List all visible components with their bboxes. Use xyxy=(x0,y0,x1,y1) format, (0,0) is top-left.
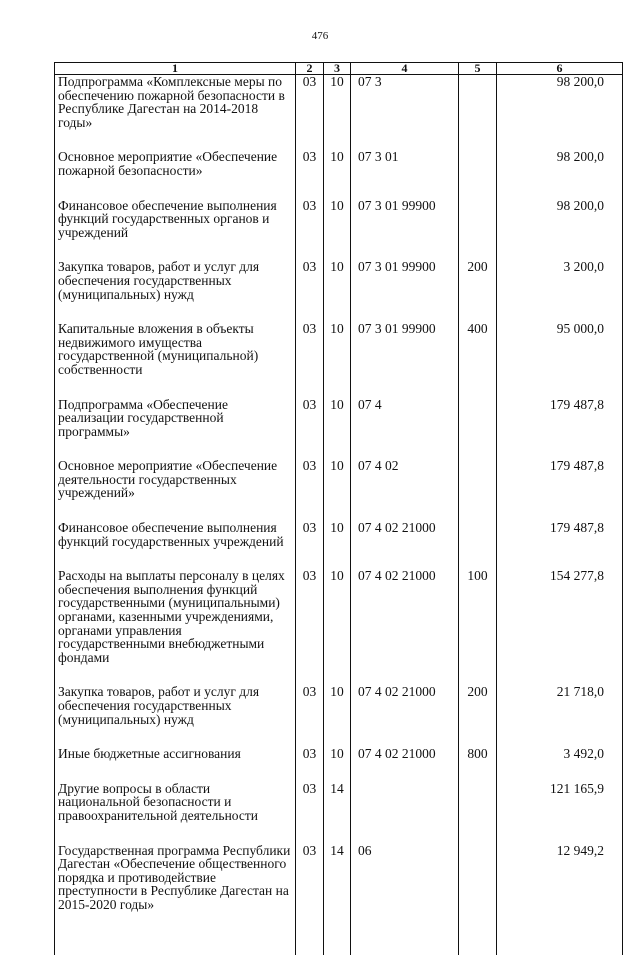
table-row xyxy=(55,521,623,569)
section-code: 03 xyxy=(296,459,324,521)
expense-type-code xyxy=(459,521,497,569)
subsection-code: 10 xyxy=(324,199,351,261)
amount: 121 165,9 xyxy=(497,782,623,844)
budget-table xyxy=(54,62,623,955)
table-row xyxy=(55,260,623,322)
subsection-code: 10 xyxy=(324,150,351,198)
item-name: Основное мероприятие «Обеспечение пожарной безопасности» xyxy=(55,150,296,198)
expense-type-code xyxy=(459,75,497,151)
table-row xyxy=(55,150,623,198)
table-row xyxy=(55,199,623,261)
table-row xyxy=(55,322,623,397)
amount: 179 487,8 xyxy=(497,398,623,460)
item-name: Финансовое обеспечение выполнения функций государственных учреждений xyxy=(55,521,296,569)
col-header-3: 3 xyxy=(324,63,351,75)
amount: 12 949,2 xyxy=(497,844,623,955)
subsection-code: 10 xyxy=(324,322,351,397)
table-row xyxy=(55,75,623,151)
expense-type-code xyxy=(459,150,497,198)
table-row xyxy=(55,569,623,685)
section-code: 03 xyxy=(296,260,324,322)
item-name: Закупка товаров, работ и услуг для обеспечения государственных (муниципальных) нужд xyxy=(55,685,296,747)
subsection-code: 10 xyxy=(324,459,351,521)
amount: 154 277,8 xyxy=(497,569,623,685)
header-row xyxy=(55,63,623,75)
subsection-code: 10 xyxy=(324,747,351,782)
page-number: 476 xyxy=(311,30,329,42)
expense-type-code: 400 xyxy=(459,322,497,397)
table-row xyxy=(55,844,623,955)
section-code: 03 xyxy=(296,521,324,569)
item-name: Финансовое обеспечение выполнения функций государственных органов и учреждений xyxy=(55,199,296,261)
expense-type-code xyxy=(459,844,497,955)
col-header-6: 6 xyxy=(497,63,623,75)
amount: 179 487,8 xyxy=(497,459,623,521)
table-row xyxy=(55,747,623,782)
expense-type-code xyxy=(459,782,497,844)
col-header-2: 2 xyxy=(296,63,324,75)
col-header-5: 5 xyxy=(459,63,497,75)
subsection-code: 10 xyxy=(324,685,351,747)
target-article-code: 07 3 01 99900 xyxy=(351,322,459,397)
col-header-4: 4 xyxy=(351,63,459,75)
amount: 179 487,8 xyxy=(497,521,623,569)
target-article-code: 07 3 01 99900 xyxy=(351,199,459,261)
expense-type-code: 200 xyxy=(459,685,497,747)
table-row xyxy=(55,459,623,521)
target-article-code: 06 xyxy=(351,844,459,955)
amount: 98 200,0 xyxy=(497,75,623,151)
expense-type-code: 800 xyxy=(459,747,497,782)
expense-type-code xyxy=(459,199,497,261)
target-article-code: 07 4 02 xyxy=(351,459,459,521)
target-article-code: 07 4 02 21000 xyxy=(351,569,459,685)
subsection-code: 10 xyxy=(324,521,351,569)
table-row xyxy=(55,398,623,460)
expense-type-code: 100 xyxy=(459,569,497,685)
subsection-code: 10 xyxy=(324,569,351,685)
section-code: 03 xyxy=(296,782,324,844)
expense-type-code: 200 xyxy=(459,260,497,322)
subsection-code: 10 xyxy=(324,260,351,322)
subsection-code: 10 xyxy=(324,398,351,460)
target-article-code: 07 4 02 21000 xyxy=(351,521,459,569)
target-article-code: 07 4 xyxy=(351,398,459,460)
target-article-code: 07 3 01 99900 xyxy=(351,260,459,322)
item-name: Расходы на выплаты персоналу в целях обеспечения выполнения функций государственными (муниципальными) органами, казенными учреждениями, органами управления государственными внебюджетными фондами xyxy=(55,569,296,685)
item-name: Подпрограмма «Комплексные меры по обеспечению пожарной безопасности в Республике Дагестан на 2014-2018 годы» xyxy=(55,75,296,151)
subsection-code: 10 xyxy=(324,75,351,151)
target-article-code: 07 4 02 21000 xyxy=(351,747,459,782)
amount: 3 200,0 xyxy=(497,260,623,322)
section-code: 03 xyxy=(296,747,324,782)
table-row xyxy=(55,685,623,747)
section-code: 03 xyxy=(296,685,324,747)
subsection-code: 14 xyxy=(324,844,351,955)
subsection-code: 14 xyxy=(324,782,351,844)
section-code: 03 xyxy=(296,844,324,955)
item-name: Закупка товаров, работ и услуг для обеспечения государственных (муниципальных) нужд xyxy=(55,260,296,322)
target-article-code: 07 3 xyxy=(351,75,459,151)
amount: 95 000,0 xyxy=(497,322,623,397)
section-code: 03 xyxy=(296,75,324,151)
amount: 21 718,0 xyxy=(497,685,623,747)
item-name: Государственная программа Республики Дагестан «Обеспечение общественного порядка и противодействие преступности в Республике Дагестан на 2015-2020 годы» xyxy=(55,844,296,955)
target-article-code: 07 4 02 21000 xyxy=(351,685,459,747)
expense-type-code xyxy=(459,398,497,460)
section-code: 03 xyxy=(296,569,324,685)
section-code: 03 xyxy=(296,398,324,460)
amount: 98 200,0 xyxy=(497,199,623,261)
expense-type-code xyxy=(459,459,497,521)
target-article-code: 07 3 01 xyxy=(351,150,459,198)
table-row xyxy=(55,782,623,844)
section-code: 03 xyxy=(296,322,324,397)
amount: 98 200,0 xyxy=(497,150,623,198)
amount: 3 492,0 xyxy=(497,747,623,782)
item-name: Подпрограмма «Обеспечение реализации государственной программы» xyxy=(55,398,296,460)
item-name: Основное мероприятие «Обеспечение деятельности государственных учреждений» xyxy=(55,459,296,521)
section-code: 03 xyxy=(296,199,324,261)
target-article-code xyxy=(351,782,459,844)
item-name: Иные бюджетные ассигнования xyxy=(55,747,296,782)
item-name: Другие вопросы в области национальной безопасности и правоохранительной деятельности xyxy=(55,782,296,844)
item-name: Капитальные вложения в объекты недвижимого имущества государственной (муниципальной) собственности xyxy=(55,322,296,397)
col-header-1: 1 xyxy=(55,63,296,75)
table-body xyxy=(55,75,623,955)
section-code: 03 xyxy=(296,150,324,198)
